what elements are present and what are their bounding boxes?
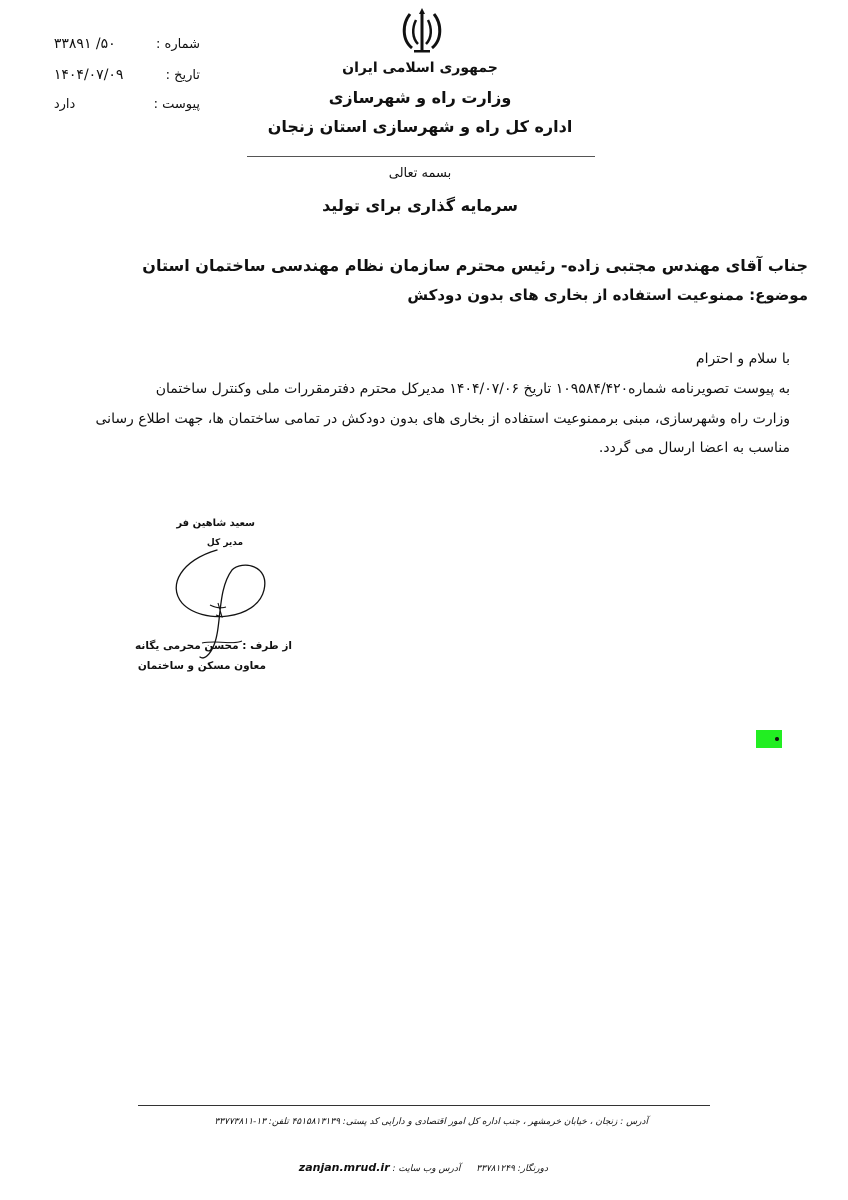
footer-address: آدرس : زنجان ، خیابان خرمشهر ، جنب اداره کل امور اقتصادی و دارایی کد پستی: ۴۵۱۵۸۱۳۱۳۹ تلفن: ۱۳-۳۳۷۷۳۸۱۱ [214,1117,648,1127]
letter-date-value: ۱۴۰۴/۰۷/۰۹ [53,67,124,83]
footer-website-link[interactable]: zanjan.mrud.ir [298,1161,390,1174]
body-line-2: وزارت راه وشهرسازی، مبنی برممنوعیت استفاده از بخاری های بدون دودکش در تمامی ساختمان ها، جهت اطلاع رسانی [95,411,790,427]
green-highlight-marker [756,730,782,748]
body-line-3: مناسب به اعضا ارسال می گردد. [598,440,790,456]
footer-website-row [299,1161,548,1174]
letter-number-value: ۵۰/ ۳۳۸۹۱ [53,36,116,52]
letter-number-row [50,36,200,52]
slogan: سرمایه گذاری برای تولید [322,196,518,215]
iran-emblem-icon [400,8,444,56]
greeting: با سلام و احترام [695,351,790,367]
letter-number-label: شماره : [156,37,200,52]
deputy-title: معاون مسکن و ساختمان [137,660,266,672]
footer-website-label: آدرس وب سایت : [392,1164,461,1174]
body-line-1: به پیوست تصویرنامه شماره۱۰۹۵۸۴/۴۲۰ تاریخ ۱۴۰۴/۰۷/۰۶ مدیرکل محترم دفترمقررات ملی وکنترل ساختمان [155,381,790,397]
signer-name: سعید شاهین فر [176,518,255,529]
letter-attachment-row [50,97,200,112]
signer-title: مدیر کل [206,538,244,548]
header-ministry: وزارت راه و شهرسازی [328,88,512,107]
header-divider [247,156,595,157]
subject: موضوع: ممنوعیت استفاده از بخاری های بدون دودکش [407,286,808,304]
header-country: جمهوری اسلامی ایران [342,60,498,76]
footer-fax: دورنگار: ۳۳۷۸۱۲۴۹ [476,1164,548,1174]
marker-dot-icon [775,737,779,741]
letter-date-row [50,67,200,83]
addressee: جناب آقای مهندس مجتبی زاده- رئیس محترم سازمان نظام مهندسی ساختمان استان [142,256,808,275]
header-department: اداره کل راه و شهرسازی استان زنجان [267,117,573,136]
invocation: بسمه تعالی [388,166,452,181]
letter-attachment-label: پیوست : [153,97,200,112]
letter-date-label: تاریخ : [165,68,200,83]
footer-divider [138,1105,710,1106]
letter-attachment-value: دارد [53,97,76,112]
on-behalf-line: از طرف : محسن محرمی یگانه [135,640,292,652]
